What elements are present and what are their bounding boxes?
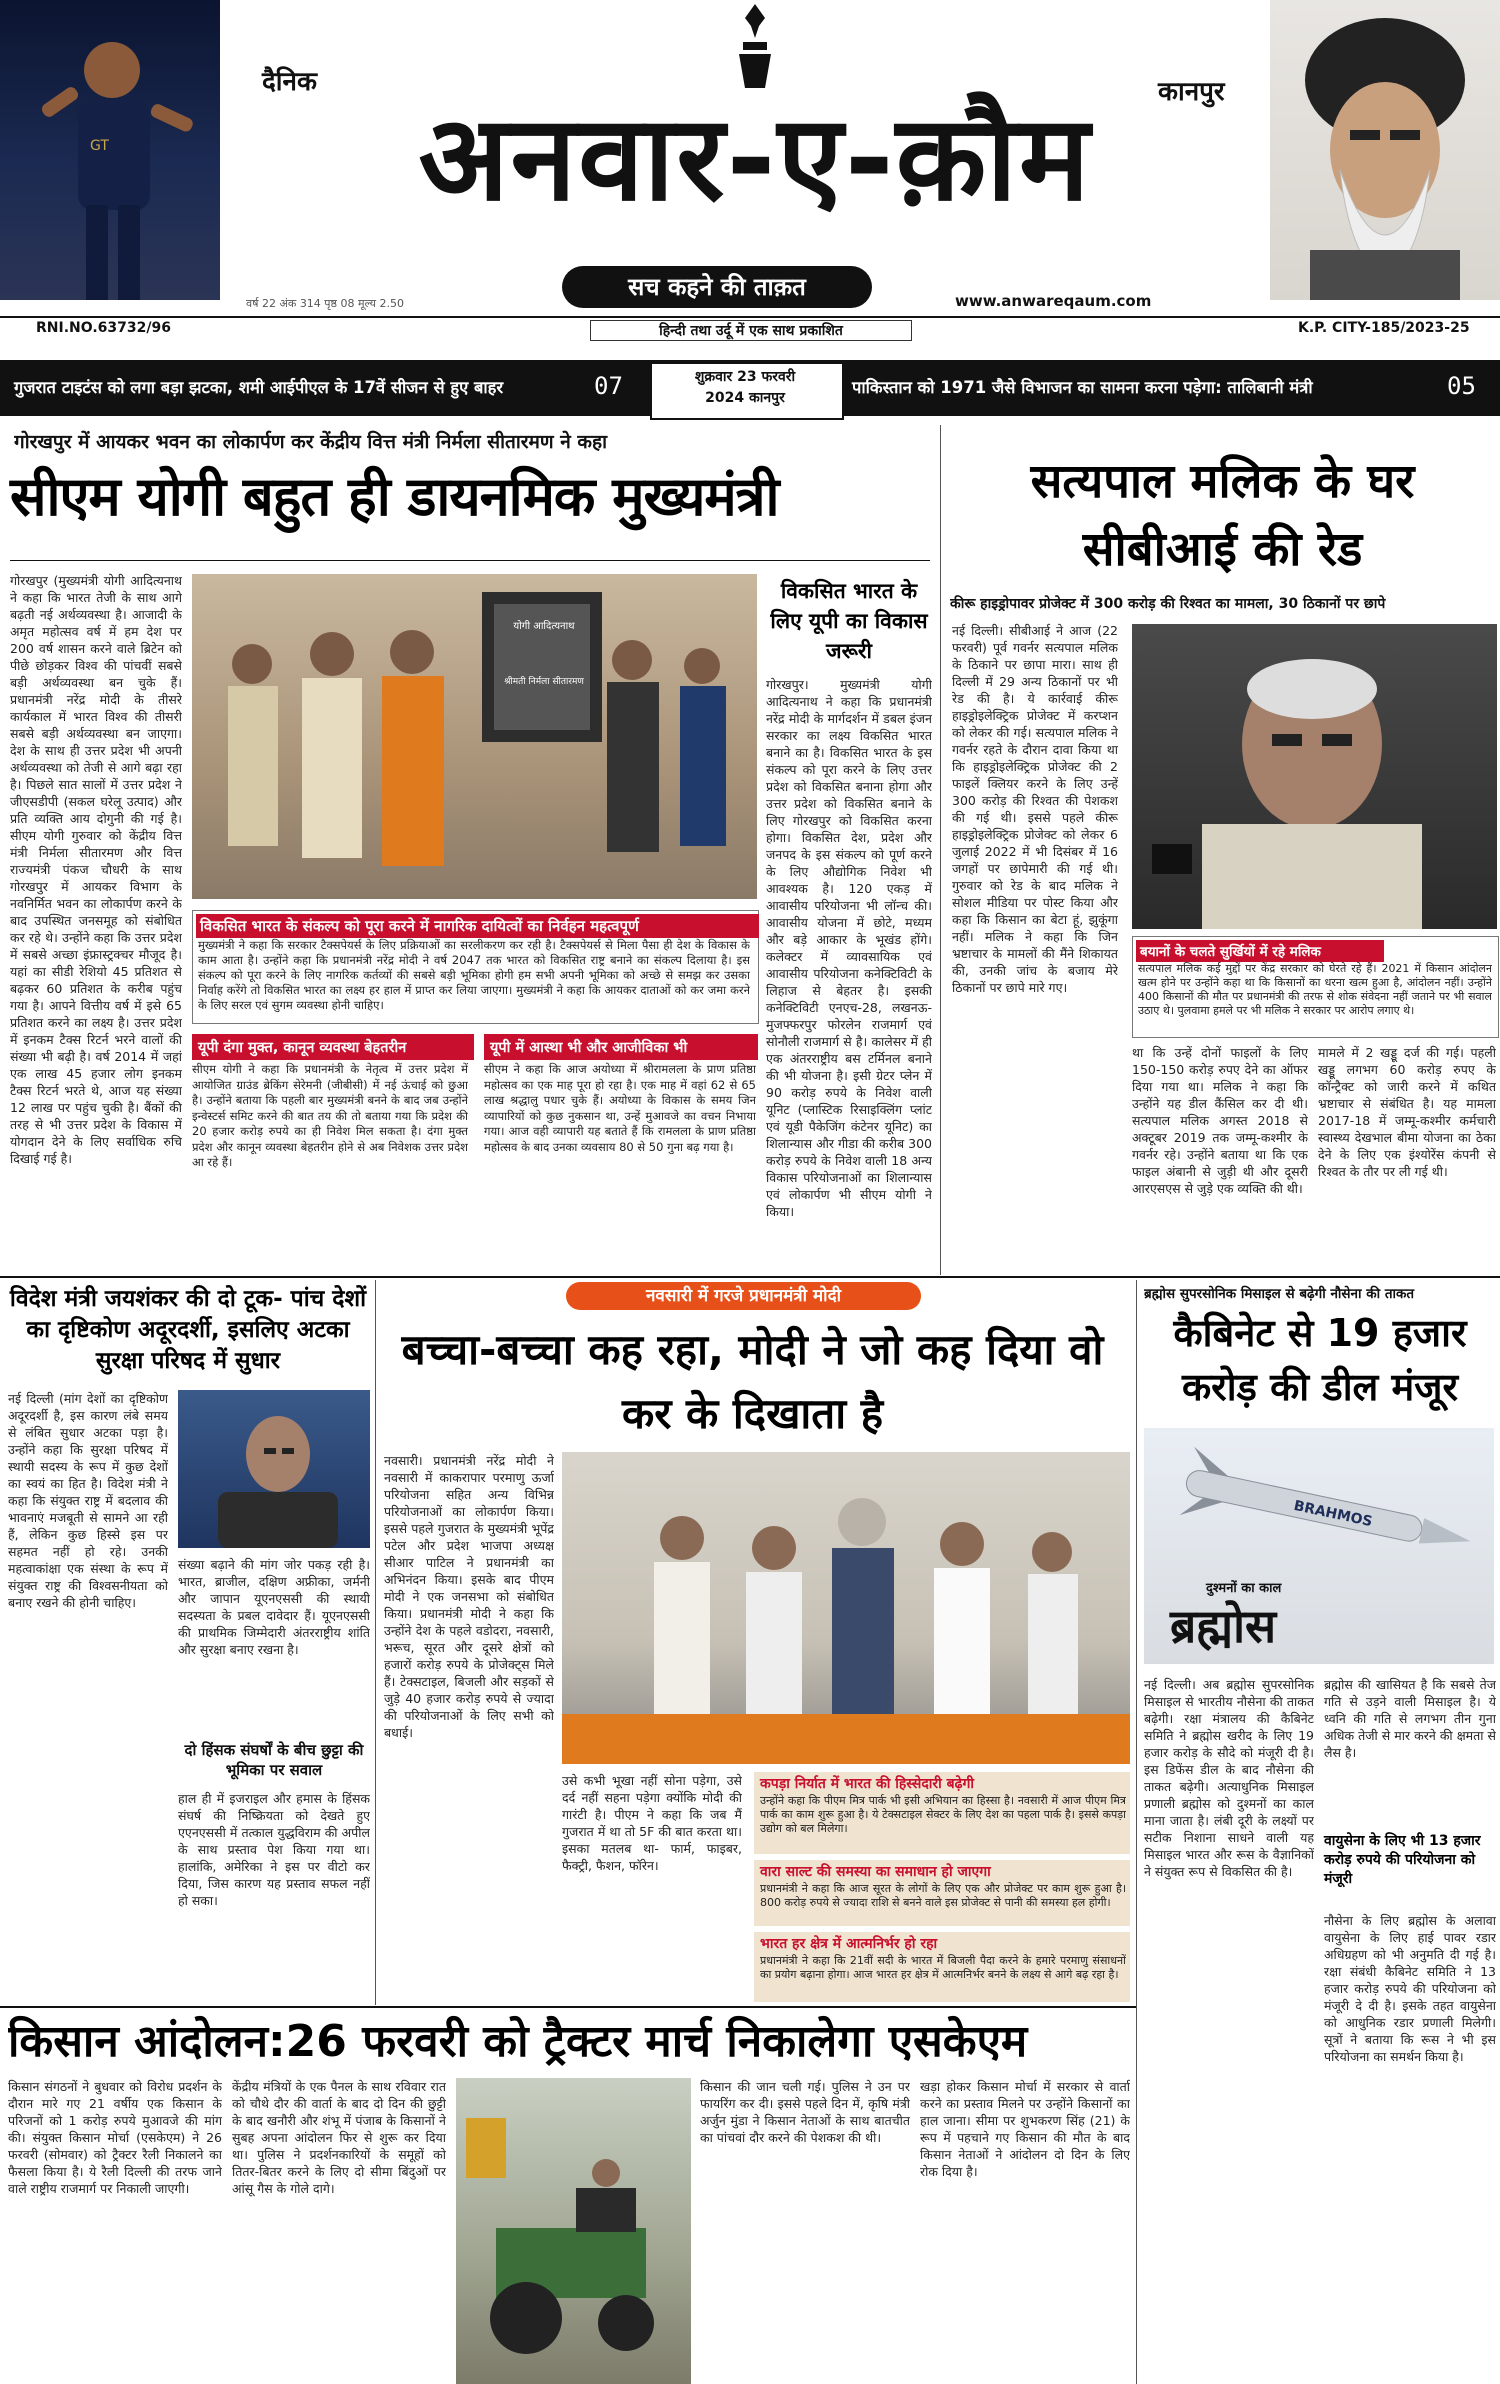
masthead-tagline: सच कहने की ताक़त (562, 266, 872, 308)
rni-number: RNI.NO.63732/96 (36, 320, 171, 336)
masthead-meta: वर्ष 22 अंक 314 पृष्ठ 08 मूल्य 2.50 (246, 297, 404, 310)
issue-date-line2: 2024 कानपुर (705, 390, 785, 406)
cricketer-photo (0, 0, 220, 300)
satyapal-body-col2: था कि उन्हें दोनों फाइलों के लिए 150-150 करोड़ रुपए देने का ऑफर दिया गया था। मलिक ने कहा कि उन्होंने यह डील कैंसिल कर दी थी। सत्यपाल मलिक अगस्त 2018 से अक्टूबर 2019 तक जम्मू-कश्मीर के गवर्नर रहे। उन्होंने बताया था कि एक फाइल अंबानी से जुड़ी थी और दूसरी आरएसएस से जुड़े एक व्यक्ति की थी। (1132, 1045, 1308, 1196)
modi-box2-body: प्रधानमंत्री ने कहा कि आज सूरत के लोगों के लिए एक और प्रोजेक्ट पर काम शुरू हुआ है। 800 करोड़ रुपये से ज्यादा राशि से बनने वाले इस प्रोजेक्ट से पानी की समस्या हल होगी। (760, 1882, 1126, 1909)
masthead-website: www.anwareqaum.com (955, 292, 1152, 310)
tractor-march-photo (456, 2078, 691, 2384)
brahmos-kicker: ब्रह्मोस सुपरसोनिक मिसाइल से बढ़ेगी नौसेना की ताकत (1144, 1286, 1415, 1302)
lead-kicker: गोरखपुर में आयकर भवन का लोकार्पण कर केंद्रीय वित्त मंत्री निर्मला सीतारमण ने कहा (14, 431, 608, 453)
satyapal-photo (1132, 624, 1497, 929)
farmers-headline: किसान आंदोलन:26 फरवरी को ट्रैक्टर मार्च निकालेगा एसकेएम (8, 2016, 1028, 2067)
masthead-prefix: दैनिक (262, 67, 317, 97)
lead-sub1-body: सीएम योगी ने कहा कि प्रधानमंत्री के नेतृत्व में उत्तर प्रदेश में आयोजित ग्राउंड ब्रेकिंग सेरेमनी (जीबीसी) में नई ऊंचाई को छुआ है। उन्होंने बताया कि पहली बार मुख्यमंत्री बनने के बाद जब उन्होंने इन्वेस्टर्स समिट करने की बात तय की तो बताया गया कि प्रदेश की 20 हजार करोड़ रुपये का ही निवेश मिल सकता है। दंगा मुक्त प्रदेश और कानून व्यवस्था बेहतरीन होने से अब निवेशक उत्तर प्रदेश आ रहे हैं। (192, 1062, 468, 1169)
modi-rally-scene-icon (562, 1452, 1130, 1764)
lead-box-headline: विकसित भारत के संकल्प को पूरा करने में नागरिक दायित्वों का निर्वहन महत्वपूर्ण (196, 914, 759, 938)
lead-sub1-headline: यूपी दंगा मुक्त, कानून व्यवस्था बेहतरीन (192, 1034, 474, 1060)
modi-box3-headline: भारत हर क्षेत्र में आत्मनिर्भर हो रहा (760, 1936, 938, 1952)
modi-body: नवसारी। प्रधानमंत्री नरेंद्र मोदी ने नवसारी में काकरापार परमाणु ऊर्जा परियोजना सहित अन्य विभिन्न परियोजनाओं का लोकार्पण किया। इससे पहले गुजरात के मुख्यमंत्री भूपेंद्र पटेल और प्रदेश भाजपा अध्यक्ष सीआर पाटिल ने प्रधानमंत्री का अभिनंदन किया। इसके बाद पीएम मोदी ने एक जनसभा को संबोधित किया। प्रधानमंत्री मोदी ने कहा कि उन्होंने देश के पहले वडोदरा, नवसारी, भरूच, सूरत और दूसरे क्षेत्रों को हजारों करोड़ रुपये के प्रोजेक्ट्स मिले हैं। टेक्सटाइल, बिजली और सड़कों से जुड़े 40 हजार करोड़ रुपये से ज्यादा की परियोजनाओं के लिए सभी को बधाई। (384, 1453, 554, 1740)
satyapal-body: नई दिल्ली। सीबीआई ने आज (22 फरवरी) पूर्व गवर्नर सत्यपाल मलिक के ठिकाने पर छापा मारा। साथ ही दिल्ली में 29 अन्य ठिकानों पर भी रेड की है। ये कार्रवाई कीरू हाइड्रोइलेक्ट्रिक प्रोजेक्ट में करप्शन को लेकर की गई। सत्यपाल मलिक ने गवर्नर रहते के दौरान दावा किया था कि हाइड्रोइलेक्ट्रिक प्रोजेक्ट की 2 फाइलें क्लियर करने के लिए उन्हें 300 करोड़ की रिश्वत की पेशकश की गई थी। इससे पहले कीरू हाइड्रोइलेक्ट्रिक प्रोजेक्ट को लेकर 6 जुलाई 2022 में भी दिसंबर में 16 जगहों पर छापेमारी की गई थी। गुरुवार को रेड के बाद मलिक ने सोशल मीडिया पर पोस्ट किया और कहा कि किसान का बेटा हूं, झुकूंगा नहीं। मलिक ने कहा कि जिन भ्रष्टाचार के मामलों की मैंने शिकायत की, उनकी जांच के बजाय मेरे ठिकानों पर छापे मारे गए। (952, 623, 1118, 995)
issue-date-line1: शुक्रवार 23 फरवरी (694, 369, 796, 385)
plaque-name-sitharaman: श्रीमती निर्मला सीतारमण (504, 677, 584, 687)
farmers-body-col3: किसान की जान चली गई। पुलिस ने उन पर फायरिंग कर दी। इससे पहले दिन में, कृषि मंत्री अर्जुन मुंडा ने किसान नेताओं के साथ बातचीत का पांचवां दौर करने की पेशकश की थी। (700, 2079, 910, 2145)
jaishankar-body-col3: हाल ही में इजराइल और हमास के हिंसक संघर्ष की निष्क्रियता को देखते हुए एएनएससी में तत्काल युद्धविराम की अपील के साथ प्रस्ताव पेश किया गया था। हालांकि, अमेरिका ने इस पर वीटो कर दिया, जिस कारण यह प्रस्ताव सफल नहीं हो सका। (178, 1791, 370, 1908)
teaser-left-page: 07 (594, 372, 623, 400)
modi-headline: बच्चा-बच्चा कह रहा, मोदी ने जो कह दिया वो कर के दिखाता है (401, 1325, 1104, 1438)
newspaper-emblem-icon (735, 0, 775, 90)
modi-box1-headline: कपड़ा निर्यात में भारत की हिस्सेदारी बढ़ेगी (760, 1776, 975, 1792)
brahmos-photo-label1: दुश्मनों का काल (1206, 1581, 1282, 1596)
jaishankar-headline: विदेश मंत्री जयशंकर की दो टूक- पांच देशों का दृष्टिकोण अदूरदर्शी, इसलिए अटका सुरक्षा परिषद में सुधार (9, 1286, 367, 1374)
modi-body-col2: उसे कभी भूखा नहीं सोना पड़ेगा, उसे दर्द नहीं सहना पड़ेगा क्योंकि मोदी की गारंटी है। पीएम ने कहा कि जब मैं गुजरात में था तो 5F की बात करता था। इसका मतलब था- फार्म, फाइबर, फैक्ट्री, फैशन, फॉरेन। (562, 1773, 742, 1873)
teaser-right-page: 05 (1447, 372, 1476, 400)
missile-label: BRAHMOS (1292, 1497, 1374, 1531)
lead-side-body: गोरखपुर। मुख्यमंत्री योगी आदित्यनाथ ने कहा कि प्रधानमंत्री नरेंद्र मोदी के मार्गदर्शन में डबल इंजन सरकार का लक्ष्य विकसित भारत बनाने का है। विकसित भारत के इस संकल्प को पूरा करने के लिए उत्तर प्रदेश को विकसित बनाना होगा और उत्तर प्रदेश को विकसित बनाने के लिए गोरखपुर को विकसित करना होगा। विकसित देश, प्रदेश और जनपद के इस संकल्प को पूर्ण करने के लिए औद्योगिक निवेश भी आवश्यक है। 120 एकड़ में आवासीय परियोजना भी लॉन्च की। आवासीय योजना में छोटे, मध्यम और बड़े आकार के भूखंड होंगे। कलेक्टर में व्यावसायिक एवं आवासीय परियोजना कनेक्टिविटी के लिहाज से बेहतर है। इसकी कनेक्टिविटी एनएच-28, लखनऊ-मुजफ्फरपुर फोरलेन राजमार्ग एवं सोनौली राजमार्ग से है। कालेसर में ही एक अंतरराष्ट्रीय बस टर्मिनल बनाने की भी योजना है। इसी ग्रेटर प्लेन में 90 करोड़ रुपये के निवेश वाली यूनिट (प्लास्टिक रिसाइक्लिंग प्लांट एवं यूडी पैकेजिंग कंटेनर यूनिट) का शिलान्यास और गीडा की करीब 300 करोड़ रुपये के निवेश वाली 18 अन्य विकास परियोजनाओं का शिलान्यास एवं लोकार्पण भी सीएम योगी ने किया। (766, 677, 932, 1219)
jaishankar-subhead: दो हिंसक संघर्षों के बीच छुट्टा की भूमिका पर सवाल (184, 1741, 364, 1779)
lead-side-headline: विकसित भारत के लिए यूपी का विकास जरूरी (770, 579, 928, 663)
cricketer-figure-icon (0, 0, 220, 300)
plaque-name-yogi: योगी आदित्यनाथ (513, 621, 575, 632)
lead-headline: सीएम योगी बहुत ही डायनमिक मुख्यमंत्री (10, 465, 779, 528)
lead-box-body: मुख्यमंत्री ने कहा कि सरकार टैक्सपेयर्स के लिए प्रक्रियाओं का सरलीकरण कर रही है। टैक्सपेयर्स से मिला पैसा ही देश के विकास के काम आता है। उन्होंने कहा कि प्रधानमंत्री नरेंद्र मोदी ने वर्ष 2047 तक भारत को विकसित राष्ट्र बनाने का संकल्प दिलाया है। इस संकल्प को पूरा करने के लिए नागरिक कर्तव्यों की सबसे बड़ी भूमिका होगी हम सभी अपनी भूमिका को अच्छे से समझ कर उसका निर्वाह करेंगे तो विकसित भारत का लक्ष्य हर हाल में प्राप्त कर लिया जाएगा। मुख्यमंत्री ने कहा कि आयकर दाताओं को कर जमा करने के लिए सरल एवं सुगम व्यवस्था होनी चाहिए। (198, 938, 750, 1012)
lead-sub2-body: सीएम ने कहा कि आज अयोध्या में श्रीरामलला के प्राण प्रतिष्ठा महोत्सव का एक माह पूरा हो रहा है। एक माह में वहां 62 से 65 लाख श्रद्धालु पधार चुके हैं। अयोध्या के विकास के समय जिन व्यापारियों को कुछ नुकसान था, उन्हें मुआवजे का वचन निभाया गया। आज वही व्यापारी यह बताते हैं कि रामलला के प्राण प्रतिष्ठा महोत्सव के बाद उनका व्यवसाय 80 से 50 गुना बढ़ गया है। (484, 1062, 756, 1154)
inauguration-photo (192, 574, 757, 899)
brahmos-body-col3: नौसेना के लिए ब्रह्मोस के अलावा वायुसेना के लिए हाई पावर रडार अधिग्रहण को भी अनुमति दी गई है। रक्षा संबंधी कैबिनेट समिति ने 13 हजार करोड़ रुपये की परियोजना को मंजूरी दे दी है। इसके तहत वायुसेना को आधुनिक रडार प्रणाली मिलेगी। सूत्रों ने बताया कि रूस ने भी इस परियोजना का समर्थन किया है। (1324, 1913, 1496, 2064)
teaser-right[interactable]: पाकिस्तान को 1971 जैसे विभाजन का सामना करना पड़ेगा: तालिबानी मंत्री (852, 378, 1313, 397)
brahmos-photo-label2: ब्रह्मोस (1170, 1599, 1277, 1653)
inauguration-scene-icon (192, 574, 757, 899)
jaishankar-photo (178, 1390, 370, 1548)
cleric-figure-icon (1270, 0, 1500, 300)
modi-box3-body: प्रधानमंत्री ने कहा कि 21वीं सदी के भारत में बिजली पैदा करने के हमारे परमाणु संसाधनों का प्रयोग बढ़ाना होगा। आज भारत हर क्षेत्र में आत्मनिर्भर बनने के लक्ष्य से आगे बढ़ रहा है। (760, 1954, 1126, 1981)
masthead-subtitle: हिन्दी तथा उर्दू में एक साथ प्रकाशित (590, 320, 912, 341)
modi-photo (562, 1452, 1130, 1764)
modi-box2-headline: वारा साल्ट की समस्या का समाधान हो जाएगा (760, 1864, 991, 1880)
brahmos-headline: कैबिनेट से 19 हजार करोड़ की डील मंजूर (1173, 1311, 1467, 1409)
teaser-left[interactable]: गुजरात टाइटंस को लगा बड़ा झटका, शमी आईपीएल के 17वें सीजन से हुए बाहर (14, 378, 504, 397)
jaishankar-body-col2: संख्या बढ़ाने की मांग जोर पकड़ रही है। भारत, ब्राजील, दक्षिण अफ्रीका, जर्मनी और जापान यूएनएससी की स्थायी सदस्यता के प्रबल दावेदार हैं। यूएनएससी की प्राथमिक जिम्मेदारी अंतरराष्ट्रीय शांति और सुरक्षा बनाए रखना है। (178, 1557, 370, 1657)
brahmos-photo (1144, 1428, 1494, 1664)
tractor-icon (456, 2078, 691, 2384)
lead-sub2-headline: यूपी में आस्था भी और आजीविका भी (484, 1034, 758, 1060)
satyapal-body-col3: मामले में 2 खड्डू दर्ज की गई। पहली खड्डू लगभग 60 करोड़ रुपए के कॉन्ट्रैक्ट को जारी करने में कथित भ्रष्टाचार से संबंधित है। यह मामला 2017-18 में जम्मू-कश्मीर कर्मचारी स्वास्थ्य देखभाल बीमा योजना का ठेका देने के लिए एक इंश्योरेंस कंपनी से रिश्वत के तौर पर ली गई थी। (1318, 1045, 1496, 1179)
lead-body: गोरखपुर (मुख्यमंत्री योगी आदित्यनाथ ने कहा कि भारत तेजी के साथ आगे बढ़ती नई अर्थव्यवस्था है। आजादी के अमृत महोत्सव वर्ष में हम देश पर 200 वर्ष शासन करने वाले ब्रिटेन को पीछे छोड़कर विश्व की पांचवीं सबसे बड़ी अर्थव्यवस्था बन चुके हैं। प्रधानमंत्री नरेंद्र मोदी के तीसरे कार्यकाल में भारत विश्व की तीसरी सबसे बड़ी अर्थव्यवस्था बन जाएगा। देश के साथ ही उत्तर प्रदेश भी अपनी अर्थव्यवस्था को तेजी से आगे बढ़ा रहा है। पिछले सात सालों में उत्तर प्रदेश ने जीएसडीपी (सकल घरेलू उत्पाद) और प्रति व्यक्ति आय दोगुनी की गई है। सीएम योगी गुरुवार को केंद्रीय वित्त मंत्री निर्मला सीतारमण और वित्त राज्यमंत्री पंकज चौधरी के साथ गोरखपुर में आयकर विभाग के नवनिर्मित भवन का लोकार्पण करने के बाद उपस्थित जनसमूह को संबोधित कर रहे थे। उन्होंने कहा कि उत्तर प्रदेश में सबसे अच्छा इंफ्रास्ट्रक्चर मौजूद है। यहां का सीडी रेशियो 45 प्रतिशत से बढ़कर 60 प्रतिशत के करीब पहुंच गया है। आपने वित्तीय वर्ष में इसे 65 प्रतिशत करने का लक्ष्य है। उत्तर प्रदेश में इनकम टैक्स रिटर्न भरने वालों की संख्या भी बढ़ी है। वर्ष 2014 में जहां एक लाख 45 हजार लोग इनकम टैक्स रिटर्न भरते थे, आज यह संख्या 12 लाख पर पहुंच चुकी है। बैंकों की तरह से भी उत्तर प्रदेश के विकास में योगदान देने के लिए सर्वाधिक रुचि दिखाई गई है। (10, 573, 182, 1166)
brahmos-subhead: वायुसेना के लिए भी 13 हजार करोड़ रुपये की परियोजना को मंजूरी (1324, 1833, 1481, 1887)
masthead-title: अनवार-ए-क़ौम (418, 89, 1092, 227)
farmers-body-col4: खड़ा होकर किसान मोर्चा में सरकार से वार्ता करने का प्रस्ताव मिलने पर उन्होंने किसानों का हाल जाना। सीमा पर शुभकरण सिंह (21) के रूप में पहचाने गए किसान की मौत के बाद किसान नेताओं ने आंदोलन दो दिन के लिए रोक दिया है। (920, 2079, 1130, 2179)
jaishankar-portrait-icon (178, 1390, 370, 1548)
satyapal-caption-headline: बयानों के चलते सुर्खियों में रहे मलिक (1136, 940, 1384, 962)
satyapal-subhead: कीरू हाइड्रोपावर प्रोजेक्ट में 300 करोड़ की रिश्वत का मामला, 30 ठिकानों पर छापे (950, 596, 1386, 612)
svg-text:GT: GT (90, 138, 109, 154)
jaishankar-body: नई दिल्ली (मांग देशों का दृष्टिकोण अदूरदर्शी है, इस कारण लंबे समय से लंबित सुधार अटका पड़ा है। उन्होंने कहा कि सुरक्षा परिषद में स्थायी सदस्य के रूप में कुछ देशों का स्वयं का हित है। विदेश मंत्री ने कहा कि संयुक्त राष्ट्र में बदलाव की भावनाएं मजबूती से सामने आ रही हैं, लेकिन कुछ हिस्से इस पर सहमत नहीं हो रहे। उनकी महत्वाकांक्षा एक संस्था के रूप में संयुक्त राष्ट्र की विश्वसनीयता को बनाए रखने की होनी चाहिए। (8, 1391, 168, 1610)
farmers-body-col1: किसान संगठनों ने बुधवार को विरोध प्रदर्शन के दौरान मारे गए 21 वर्षीय एक किसान के परिजनों को 1 करोड़ रुपये मुआवजे की मांग की। संयुक्त किसान मोर्चा (एसकेएम) ने 26 फरवरी (सोमवार) को ट्रैक्टर रैली निकालने का फैसला किया है। ये रैली दिल्ली की तरफ जाने वाले राष्ट्रीय राजमार्ग पर निकाली जाएगी। (8, 2079, 222, 2196)
registration-number: K.P. CITY-185/2023-25 (1298, 320, 1470, 336)
satyapal-caption-body: सत्यपाल मलिक कई मुद्दों पर केंद्र सरकार को घेरते रहे हैं। 2021 में किसान आंदोलन खत्म होने पर उन्होंने कहा था कि किसानों का धरना खत्म हुआ है, आंदोलन नहीं। उन्होंने 400 किसानों की मौत पर प्रधानमंत्री की तरफ से शोक संवेदना नहीं जताने पर भी सवाल उठाए थे। पुलवामा हमले पर भी मलिक ने सरकार पर आरोप लगाए थे। (1138, 962, 1492, 1017)
farmers-body-col2: केंद्रीय मंत्रियों के एक पैनल के साथ रविवार रात को चौथे दौर की वार्ता के बाद दो दिन की छुट्टी के बाद खनौरी और शंभू में पंजाब के किसानों ने सुबह अपना आंदोलन फिर से शुरू कर दिया था। पुलिस ने प्रदर्शनकारियों के समूहों को तितर-बितर करने के लिए दो सीमा बिंदुओं पर आंसू गैस के गोले दागे। (232, 2079, 446, 2196)
modi-box1-body: उन्होंने कहा कि पीएम मित्र पार्क भी इसी अभियान का हिस्सा है। नवसारी में आज पीएम मित्र पार्क का काम शुरू हुआ है। ये टेक्सटाइल सेक्टर के लिए देश का पहला पार्क है। इससे कपड़ा उद्योग को बल मिलेगा। (760, 1794, 1126, 1835)
satyapal-portrait-icon (1132, 624, 1497, 929)
brahmos-body-col2: ब्रह्मोस की खासियत है कि सबसे तेज गति से उड़ने वाली मिसाइल है। ये ध्वनि की गति से लगभग तीन गुना अधिक तेजी से मार करने की क्षमता से लैस है। (1324, 1677, 1496, 1760)
masthead-city: कानपुर (1158, 77, 1225, 107)
modi-kicker: नवसारी में गरजे प्रधानमंत्री मोदी (566, 1282, 921, 1310)
brahmos-body: नई दिल्ली। अब ब्रह्मोस सुपरसोनिक मिसाइल से भारतीय नौसेना की ताकत बढ़ेगी। रक्षा मंत्रालय की कैबिनेट समिति ने ब्रह्मोस खरीद के लिए 19 हजार करोड़ के सौदे को मंजूरी दी है। इस डिफेंस डील के बाद नौसेना की ताकत बढ़ेगी। अत्याधुनिक मिसाइल प्रणाली ब्रह्मोस को दुश्मनों का काल माना जाता है। लंबी दूरी के लक्ष्यों पर सटीक निशाना साधने वाली यह मिसाइल भारत और रूस के वैज्ञानिकों ने संयुक्त रूप से विकसित की है। (1144, 1677, 1314, 1879)
cleric-photo (1270, 0, 1500, 300)
satyapal-headline: सत्यपाल मलिक के घर सीबीआई की रेड (1030, 454, 1415, 577)
